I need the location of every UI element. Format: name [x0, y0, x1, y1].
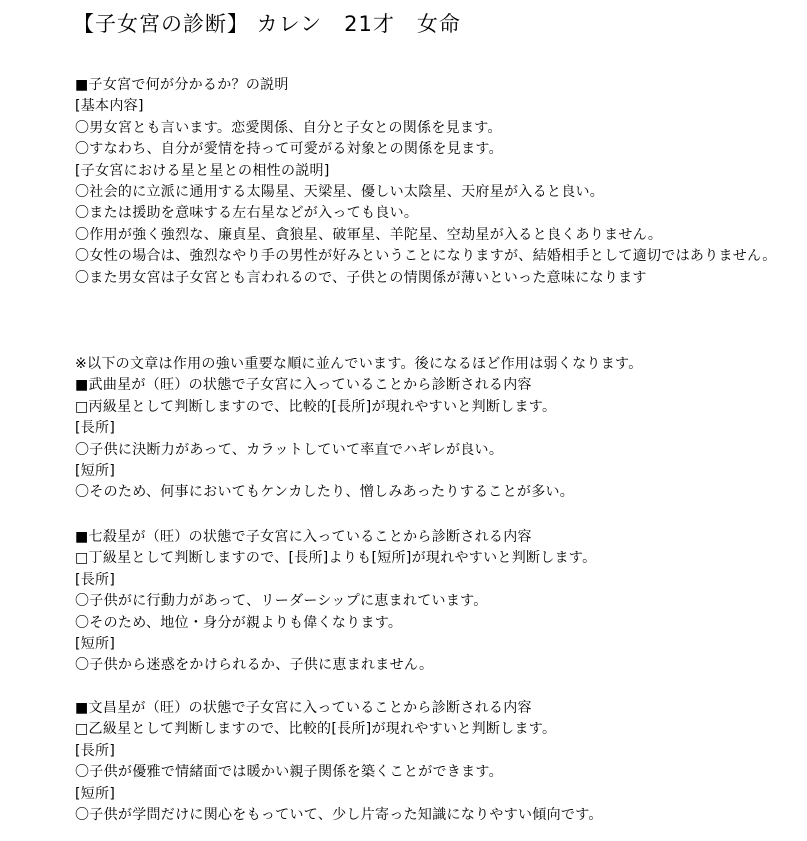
label-basic-content: [基本内容]: [75, 98, 144, 115]
text-line: □丙級星として判断しますので、比較的[長所]が現れやすいと判断します。: [75, 398, 557, 415]
label-weaknesses: [短所]: [75, 785, 116, 802]
heading-wenchang-star: ■文昌星が（旺）の状態で子女宮に入っていることから診断される内容: [75, 700, 532, 716]
text-line: 〇子供がに行動力があって、リーダーシップに恵まれています。: [75, 593, 488, 610]
heading-explanation: ■子女宮で何が分かるか？の説明: [75, 77, 289, 93]
label-strengths: [長所]: [75, 571, 116, 588]
text-line: 〇または援助を意味する左右星などが入っても良い。: [75, 205, 419, 222]
label-weaknesses: [短所]: [75, 463, 116, 480]
order-note: ※以下の文章は作用の強い重要な順に並んでいます。後になるほど作用は弱くなります。: [75, 356, 643, 372]
heading-qisha-star: ■七殺星が（旺）の状態で子女宮に入っていることから診断される内容: [75, 529, 532, 545]
label-weaknesses: [短所]: [75, 636, 116, 653]
text-line: 〇子供が学問だけに関心をもっていて、少し片寄った知識になりやすい傾向です。: [75, 807, 603, 824]
text-line: 〇社会的に立派に通用する太陽星、天梁星、優しい太陰星、天府星が入ると良い。: [75, 184, 605, 201]
text-line: □丁級星として判断しますので、[長所]よりも[短所]が現れやすいと判断します。: [75, 550, 597, 567]
text-line: 〇そのため、地位・身分が親よりも偉くなります。: [75, 614, 403, 631]
section-explanation: [75, 75, 787, 289]
text-line: 〇女性の場合は、強烈なやり手の男性が好みということになりますが、結婚相手として適切ではありません。: [75, 248, 777, 265]
section-wuqu-star: [75, 354, 787, 504]
text-line: 〇そのため、何事においてもケンカしたり、憎しみあったりすることが多い。: [75, 484, 575, 501]
section-qisha-star: [75, 527, 787, 677]
page-title: 【子女宮の診断】 カレン 21才 女命: [73, 12, 461, 36]
text-line: 〇子供に決断力があって、カラットしていて率直でハギレが良い。: [75, 441, 504, 458]
text-line: 〇男女宮とも言います。恋愛関係、自分と子女との関係を見ます。: [75, 119, 502, 136]
heading-wuqu-star: ■武曲星が（旺）の状態で子女宮に入っていることから診断される内容: [75, 377, 532, 394]
label-compatibility: [子女宮における星と星との相性の説明]: [75, 162, 330, 179]
text-line: □乙級星として判断しますので、比較的[長所]が現れやすいと判断します。: [75, 721, 557, 738]
label-strengths: [長所]: [75, 420, 116, 437]
text-line: 〇また男女宮は子女宮とも言われるので、子供との情関係が薄いといった意味になります: [75, 269, 647, 286]
text-line: 〇子供が優雅で情緒面では暖かい親子関係を築くことができます。: [75, 764, 503, 781]
label-strengths: [長所]: [75, 742, 116, 759]
text-line: 〇作用が強く強烈な、廉貞星、貪狼星、破軍星、羊陀星、空劫星が入ると良くありません。: [75, 226, 663, 243]
text-line: 〇すなわち、自分が愛情を持って可愛がる対象との関係を見ます。: [75, 141, 503, 158]
section-wenchang-star: [75, 698, 787, 826]
text-line: 〇子供から迷惑をかけられるか、子供に恵まれません。: [75, 657, 434, 674]
